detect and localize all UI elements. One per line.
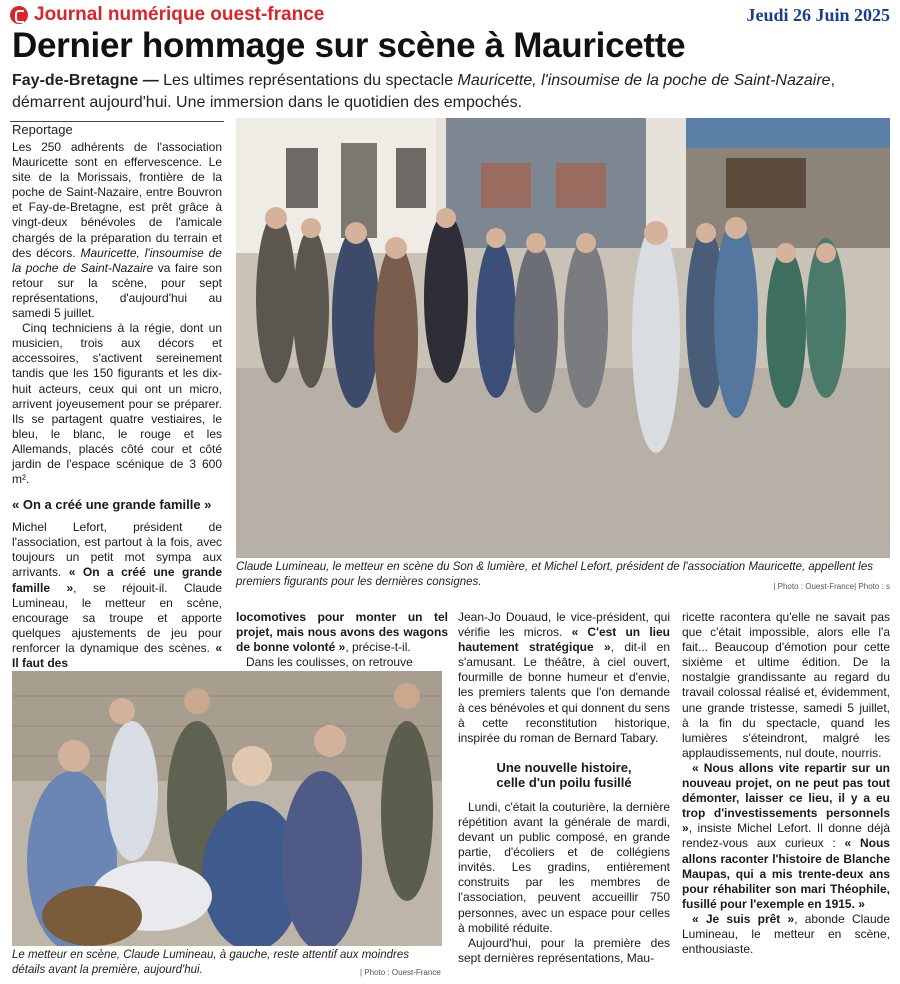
photo-metteur-en-scene-illustration bbox=[12, 671, 442, 946]
lede-text-2: , démarrent aujourd'hui. Une immersion dans le quotidien des empochés. bbox=[12, 72, 836, 111]
paragraph: Aujourd'hui, pour la première des sept dernières représentations, Mau- bbox=[458, 935, 670, 965]
quote: « Je suis prêt » bbox=[692, 911, 795, 926]
paragraph bbox=[458, 610, 670, 746]
text: Michel Lefort, président de l'association, est partout à la fois, avec toujours un petit mot sympa aux arrivants. bbox=[12, 520, 222, 580]
text: Les 250 adhérents de l'association Mauricette sont en effervescence. Le site de la Morissais, frontière de la poche de Saint-Nazaire, entre Bouvron et Fay-de-Bretagne, est prêt grâce à vingt-deux bénévoles de l'amicale chargés de la préparation du terrain et des décors. bbox=[12, 140, 222, 260]
article-lede bbox=[12, 70, 892, 114]
paragraph: Lundi, c'était la couturière, la dernière répétition avant la générale de mardi, devant un public composé, en grande partie, d'écoliers et de collégiens invités. Les gradins, entièrement construits par les membres de l'association, peuvent accueillir 750 personnes, avec un espace pour celles à mobilité réduite. bbox=[458, 799, 670, 935]
text: Jean-Jo Douaud, le vice-président, qui vérifie les micros. bbox=[458, 610, 670, 640]
photo-metteur-en-scene-caption: Le metteur en scène, Claude Lumineau, à gauche, reste attentif aux moindres détails avant la première, aujourd'hui. bbox=[12, 949, 409, 976]
column-1 bbox=[12, 140, 222, 671]
paragraph: ricette racontera qu'elle ne savait pas que c'était impossible, alors elle l'a fait... Beaucoup d'émotion pour cette sixième et ultime édition. De la nostalgie grandissante au regard du travail colossal réalisé et, évidemment, une grande tristesse, samedi 5 juillet, à la fin du spectacle, quand les lumières s'éteindront, malgré les applaudissements, nul doute, nourris. bbox=[682, 610, 890, 760]
text: va faire son retour sur la scène, pour sept représentations, d'aujourd'hui au samedi 5 juillet. bbox=[12, 260, 222, 321]
column-3 bbox=[458, 610, 670, 966]
ouest-france-logo-icon bbox=[10, 6, 28, 24]
brand-name: Journal numérique ouest-france bbox=[34, 4, 325, 25]
subheading-famille: « On a créé une grande famille » bbox=[12, 497, 212, 513]
quote: « Nous allons vite repartir sur un nouveau projet, on ne peut pas tout démonter, laisser ce lieu, il y a eu trop d'investissements personnels » bbox=[682, 760, 890, 836]
text: , abonde Claude Lumineau, le metteur en scène, enthousiaste. bbox=[682, 911, 890, 957]
photo-figurants bbox=[236, 118, 890, 558]
rubric-label: Reportage bbox=[12, 122, 73, 137]
quote: « Nous allons raconter l'histoire de Blanche Maupas, qui a mis trente-deux ans pour réhabiliter son mari Théophile, fusillé pour l'exemple en 1915. » bbox=[682, 836, 890, 911]
lede-place: Fay-de-Bretagne — bbox=[12, 72, 159, 89]
subheading-line-2: celle d'un poilu fusillé bbox=[496, 774, 632, 790]
text: , dit-il en s'amusant. Le théâtre, à ciel ouvert, fourmille de bonne humeur et d'envie, les premiers talents que l'on demande à ces bénévoles et qui donnent du sens à cette reconstitution historique, inspirée du roman de Bernard Tabary. bbox=[458, 640, 670, 745]
subheading-nouvelle-histoire bbox=[458, 760, 670, 790]
quote: « Il faut des bbox=[12, 640, 222, 670]
photo-metteur-en-scene bbox=[12, 671, 442, 946]
subheading-line-1: Une nouvelle histoire, bbox=[496, 759, 632, 775]
paragraph bbox=[682, 912, 890, 957]
masthead bbox=[10, 4, 890, 28]
photo-figurants-illustration bbox=[236, 118, 890, 558]
paragraph: Dans les coulisses, on retrouve bbox=[246, 655, 413, 670]
paragraph bbox=[12, 520, 222, 671]
lede-show-title: Mauricette, l'insoumise de la poche de Saint-Nazaire bbox=[457, 72, 831, 89]
quote: « C'est un lieu hautement stratégique » bbox=[458, 625, 670, 655]
column-4 bbox=[682, 610, 890, 957]
text: , se réjouit-il. Claude Lumineau, le metteur en scène, encourage sa troupe et apporte quelques ajustements de jeu pour renforcer la dynamique des scènes. bbox=[12, 580, 222, 655]
lede-text-1: Les ultimes représentations du spectacle bbox=[158, 72, 458, 89]
photo-figurants-credit: | Photo : Ouest-France| Photo : s bbox=[773, 582, 890, 591]
quote: « On a créé une grande famille » bbox=[12, 565, 222, 595]
photo-metteur-en-scene-credit: | Photo : Ouest-France bbox=[360, 968, 441, 977]
issue-date: Jeudi 26 Juin 2025 bbox=[746, 5, 890, 25]
photo-figurants-caption: Claude Lumineau, le metteur en scène du Son & lumière, et Michel Lefort, président de l'association Mauricette, appellent les premiers figurants pour les dernières consignes. bbox=[236, 561, 873, 588]
paragraph bbox=[12, 140, 222, 321]
paragraph bbox=[682, 761, 890, 912]
quote: locomotives pour monter un tel projet, mais nous avons des wagons de bonne volonté » bbox=[236, 610, 448, 655]
paragraph bbox=[236, 610, 448, 655]
text: , précise-t-il. bbox=[345, 640, 411, 655]
text: , insiste Michel Lefort. Il donne déjà rendez-vous aux curieux : bbox=[682, 821, 890, 851]
show-title: Mauricette, l'insoumise de la poche de Saint-Nazaire bbox=[12, 245, 222, 275]
paragraph: Cinq techniciens à la régie, dont un musicien, trois aux décors et accessoires, s'activent sereinement tandis que les 150 figurants et les dix-huit acteurs, ceux qui ont un micro, arrivent joyeusement pour se préparer. Ils se partagent quatre vestiaires, le bleu, le blanc, le rouge et les Allemands, placés côté cour et côté jardin de l'espace scénique de 3 600 m². bbox=[12, 321, 222, 487]
article-headline: Dernier hommage sur scène à Mauricette bbox=[12, 26, 686, 65]
column-2 bbox=[236, 610, 448, 670]
